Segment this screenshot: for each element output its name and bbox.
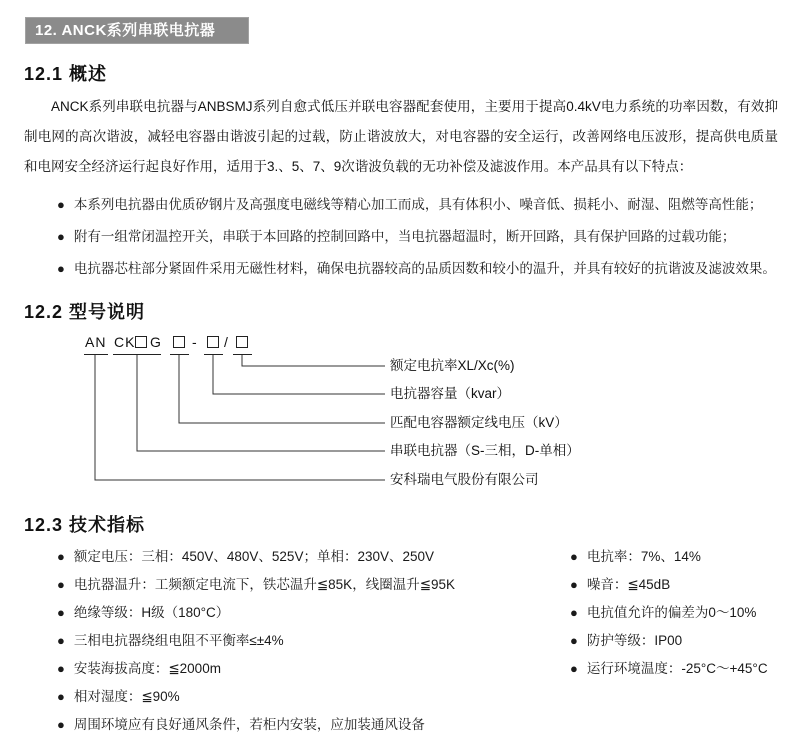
connector-lines bbox=[0, 355, 800, 490]
spec-text: 噪音：≦45dB bbox=[586, 577, 671, 592]
specs-right-column bbox=[570, 548, 795, 688]
list-item bbox=[570, 660, 795, 678]
model-label: 匹配电容器额定线电压（kV） bbox=[390, 415, 568, 430]
model-label: 安科瑞电气股份有限公司 bbox=[390, 472, 539, 487]
model-placeholder-box bbox=[173, 336, 185, 348]
spec-text: 电抗器温升：工频额定电流下，铁芯温升≦85K，线圈温升≦95K bbox=[73, 577, 456, 592]
overview-bullet-text: 电抗器芯柱部分紧固件采用无磁性材料，确保电抗器较高的品质因数和较小的温升，并具有较好的抗谐波及滤波效果。 bbox=[73, 261, 776, 276]
spec-text: 运行环境温度：-25°C～+45°C bbox=[586, 661, 768, 676]
specs-left-column bbox=[57, 548, 557, 744]
model-code-slash: / bbox=[224, 334, 229, 350]
list-item bbox=[570, 632, 795, 650]
model-code-dash: - bbox=[192, 334, 198, 350]
overview-bullet-list bbox=[57, 196, 777, 292]
list-item bbox=[57, 228, 777, 245]
bullet-icon: ● bbox=[57, 261, 65, 276]
segment-underline bbox=[113, 354, 161, 355]
segment-underline bbox=[233, 354, 252, 355]
list-item bbox=[57, 716, 557, 734]
bullet-icon: ● bbox=[57, 197, 65, 212]
list-item bbox=[570, 604, 795, 622]
list-item bbox=[57, 660, 557, 678]
spec-text: 周围环境应有良好通风条件，若柜内安装，应加装通风设备 bbox=[73, 717, 425, 732]
segment-underline bbox=[84, 354, 108, 355]
section-heading-specs: 12.3 技术指标 bbox=[24, 515, 146, 535]
spec-text: 电抗值允许的偏差为0～10% bbox=[586, 605, 757, 620]
list-item bbox=[57, 632, 557, 650]
list-item bbox=[57, 196, 777, 213]
bullet-icon: ● bbox=[570, 549, 578, 564]
bullet-icon: ● bbox=[57, 633, 65, 648]
list-item bbox=[57, 260, 777, 277]
chapter-title-bar bbox=[25, 17, 249, 44]
bullet-icon: ● bbox=[57, 717, 65, 732]
model-placeholder-box bbox=[236, 336, 248, 348]
bullet-icon: ● bbox=[570, 605, 578, 620]
section-heading-overview: 12.1 概述 bbox=[24, 64, 108, 84]
chapter-title: 12. ANCK系列串联电抗器 bbox=[35, 22, 216, 39]
model-code-g: G bbox=[150, 334, 162, 350]
overview-paragraph: ANCK系列串联电抗器与ANBSMJ系列自愈式低压并联电容器配套使用，主要用于提高0.4kV电力系统的功率因数，有效抑制电网的高次谐波，减轻电容器由谐波引起的过载，防止谐波放大，对电容器的安全运行，改善网络电压波形，提高供电质量和电网安全经济运行起良好作用，适用于3.、5、7、9次谐波负载的无功补偿及滤波作用。本产品具有以下特点： bbox=[24, 99, 778, 174]
bullet-icon: ● bbox=[57, 661, 65, 676]
bullet-icon: ● bbox=[57, 549, 65, 564]
model-code-series: CK bbox=[114, 334, 136, 350]
list-item bbox=[57, 688, 557, 706]
model-placeholder-box bbox=[207, 336, 219, 348]
segment-underline bbox=[204, 354, 223, 355]
bullet-icon: ● bbox=[570, 661, 578, 676]
bullet-icon: ● bbox=[57, 229, 65, 244]
model-placeholder-box bbox=[135, 336, 147, 348]
list-item bbox=[570, 548, 795, 566]
overview-bullet-text: 附有一组常闭温控开关，串联于本回路的控制回路中，当电抗器超温时，断开回路，具有保护回路的过载功能； bbox=[73, 229, 736, 244]
model-label: 额定电抗率XL/Xc(%) bbox=[390, 358, 515, 373]
model-label: 串联电抗器（S-三相，D-单相） bbox=[390, 443, 580, 458]
bullet-icon: ● bbox=[57, 577, 65, 592]
spec-text: 安装海拔高度：≦2000m bbox=[73, 661, 221, 676]
spec-text: 三相电抗器绕组电阻不平衡率≤±4% bbox=[73, 633, 284, 648]
spec-text: 防护等级：IP00 bbox=[586, 633, 683, 648]
list-item bbox=[57, 548, 557, 566]
list-item bbox=[570, 576, 795, 594]
list-item bbox=[57, 576, 557, 594]
bullet-icon: ● bbox=[570, 577, 578, 592]
spec-text: 相对湿度：≦90% bbox=[73, 689, 180, 704]
list-item bbox=[57, 604, 557, 622]
spec-text: 额定电压：三相：450V、480V、525V；单相：230V、250V bbox=[73, 549, 435, 564]
overview-bullet-text: 本系列电抗器由优质矽钢片及高强度电磁线等精心加工而成，具有体积小、噪音低、损耗小、耐湿、阻燃等高性能； bbox=[73, 197, 763, 212]
model-code-prefix: AN bbox=[85, 334, 107, 350]
segment-underline bbox=[170, 354, 189, 355]
spec-text: 电抗率：7%、14% bbox=[586, 549, 701, 564]
bullet-icon: ● bbox=[570, 633, 578, 648]
bullet-icon: ● bbox=[57, 689, 65, 704]
bullet-icon: ● bbox=[57, 605, 65, 620]
section-heading-model: 12.2 型号说明 bbox=[24, 302, 146, 322]
spec-text: 绝缘等级：H级（180°C） bbox=[73, 605, 230, 620]
model-label: 电抗器容量（kvar） bbox=[390, 386, 511, 401]
